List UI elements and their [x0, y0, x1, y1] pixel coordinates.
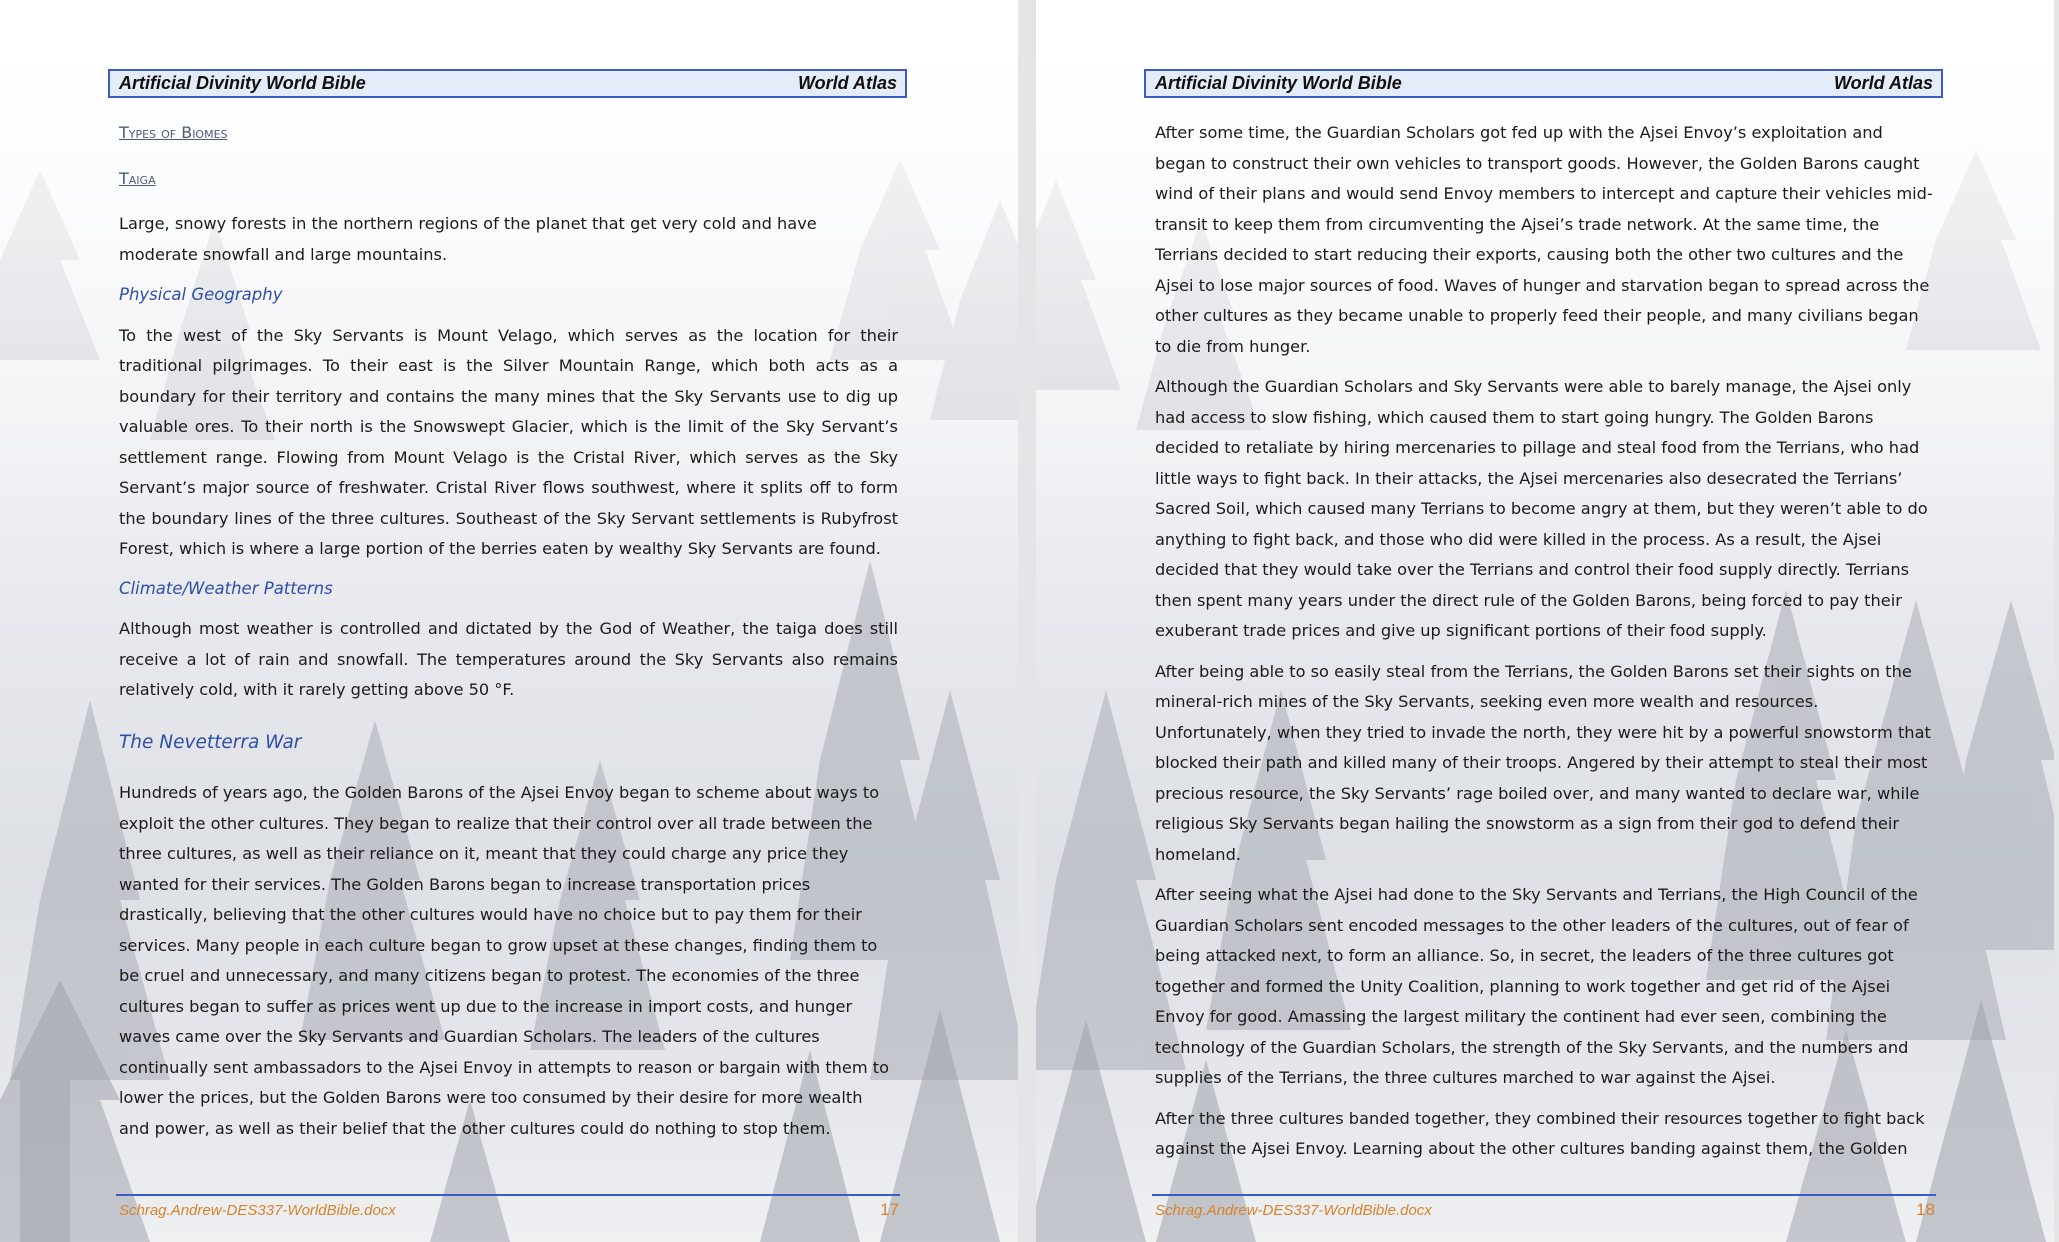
- physical-geography-heading: Physical Geography: [119, 285, 283, 304]
- page-header: [1144, 69, 1943, 98]
- footer-divider: [1152, 1194, 1936, 1196]
- body-column: [119, 118, 898, 1144]
- page-content: [1036, 0, 2054, 1242]
- paragraph-1: After some time, the Guardian Scholars got fed up with the Ajsei Envoy’s exploitation and began to construct their own vehicles to transport goods. However, the Golden Barons caught wind of their plans and would send Envoy members to intercept and capture their vehicles mid-transit to keep them from circumventing the Ajsei’s trade network. At the same time, the Terrians decided to start reducing their exports, causing both the other two cultures and the Ajsei to lose major sources of food. Waves of hunger and starvation began to spread across the other cultures as they became unable to properly feed their people, and many civilians began to die from hunger.: [1155, 123, 1933, 356]
- page-content: [0, 0, 1018, 1242]
- paragraph-4: After seeing what the Ajsei had done to the Sky Servants and Terrians, the High Council of the Guardian Scholars sent encoded messages to the other leaders of the cultures, out of fear of being attacked next, to form an alliance. So, in secret, the leaders of the three cultures got together and formed the Unity Coalition, planning to work together and get rid of the Ajsei Envoy for good. Amassing the largest military the continent had ever seen, combining the technology of the Guardian Scholars, the strength of the Sky Servants, and the numbers and supplies of the Terrians, the three cultures marched to war against the Ajsei.: [1155, 885, 1918, 1087]
- physical-geography-paragraph: To the west of the Sky Servants is Mount Velago, which serves as the location for their traditional pilgrimages. To their east is the Silver Mountain Range, which both acts as a boundary for their territory and contains the many mines that the Sky Servants use to dig up valuable ores. To their north is the Snowswept Glacier, which is the limit of the Sky Servant’s settlement range. Flowing from Mount Velago is the Cristal River, which serves as the Sky Servant’s major source of freshwater. Cristal River flows southwest, where it splits off to form the boundary lines of the three cultures. Southeast of the Sky Servant settlements is Rubyfrost Forest, which is where a large portion of the berries eaten by wealthy Sky Servants are found.: [119, 325, 898, 558]
- taiga-heading: Taiga: [119, 168, 156, 188]
- nevetterra-war-paragraph: Hundreds of years ago, the Golden Barons of the Ajsei Envoy began to scheme about ways to exploit the other cultures. They began to realize that their control over all trade between the three cultures, as well as their reliance on it, meant that they could charge any price they wanted for their services. The Golden Barons began to increase transportation prices drastically, believing that the other cultures would have no choice but to pay them for their services. Many people in each culture began to grow upset at these changes, finding them to be cruel and unnecessary, and many citizens began to protest. The economies of the three cultures began to suffer as prices went up due to the increase in import costs, and hunger waves came over the Sky Servants and Guardian Scholars. The leaders of the cultures continually sent ambassadors to the Ajsei Envoy in attempts to reason or bargain with them to lower the prices, but the Golden Barons were too consumed by their desire for more wealth and power, as well as their belief that the other cultures could do nothing to stop them.: [119, 783, 890, 1138]
- paragraph-2: Although the Guardian Scholars and Sky Servants were able to barely manage, the Ajsei only had access to slow fishing, which caused them to start going hungry. The Golden Barons decided to retaliate by hiring mercenaries to pillage and steal food from the Terrians, who had little ways to fight back. In their attacks, the Ajsei mercenaries also desecrated the Terrians’ Sacred Soil, which caused many Terrians to become angry at them, but they weren’t able to do anything to fight back, and those who did were killed in the process. As a result, the Ajsei decided that they would take over the Terrians and control their food supply directly. Terrians then spent many years under the direct rule of the Golden Barons, being forced to pay their exuberant trade prices and give up significant portions of their food supply.: [1155, 377, 1928, 640]
- paragraph-5: After the three cultures banded together, they combined their resources together to fight back against the Ajsei Envoy. Learning about the other cultures banding against them, the Golden: [1155, 1108, 1925, 1158]
- footer-filename: Schrag.Andrew-DES337-WorldBible.docx: [119, 1202, 396, 1219]
- nevetterra-war-heading: The Nevetterra War: [119, 731, 302, 753]
- footer-filename: Schrag.Andrew-DES337-WorldBible.docx: [1155, 1202, 1432, 1219]
- taiga-intro-paragraph: Large, snowy forests in the northern regions of the planet that get very cold and have moderate snowfall and large mountains.: [119, 214, 817, 264]
- page-number: 18: [1916, 1200, 1935, 1219]
- header-title: Artificial Divinity World Bible: [119, 73, 366, 93]
- header-title: Artificial Divinity World Bible: [1155, 73, 1402, 93]
- body-column: [1155, 118, 1934, 1165]
- footer-divider: [116, 1194, 900, 1196]
- climate-heading: Climate/Weather Patterns: [119, 578, 333, 598]
- types-of-biomes-heading: Types of Biomes: [119, 123, 228, 142]
- header-section: World Atlas: [1833, 73, 1933, 93]
- page-number: 17: [880, 1200, 899, 1219]
- paragraph-3: After being able to so easily steal from the Terrians, the Golden Barons set their sights on the mineral-rich mines of the Sky Servants, seeking even more wealth and resources. Unfortunately, when they tried to invade the north, they were hit by a powerful snowstorm that blocked their path and killed many of their troops. Angered by their attempt to steal their most precious resource, the Sky Servants’ rage boiled over, and many wanted to declare war, while religious Sky Servants began hailing the snowstorm as a sign from their god to defend their homeland.: [1155, 661, 1931, 864]
- header-section: World Atlas: [797, 73, 897, 93]
- document-page-18: [1036, 0, 2054, 1242]
- document-page-17: [0, 0, 1018, 1242]
- page-header: [108, 69, 907, 98]
- climate-paragraph: Although most weather is controlled and dictated by the God of Weather, the taiga does still receive a lot of rain and snowfall. The temperatures around the Sky Servants also remains relatively cold, with it rarely getting above 50 °F.: [119, 619, 898, 699]
